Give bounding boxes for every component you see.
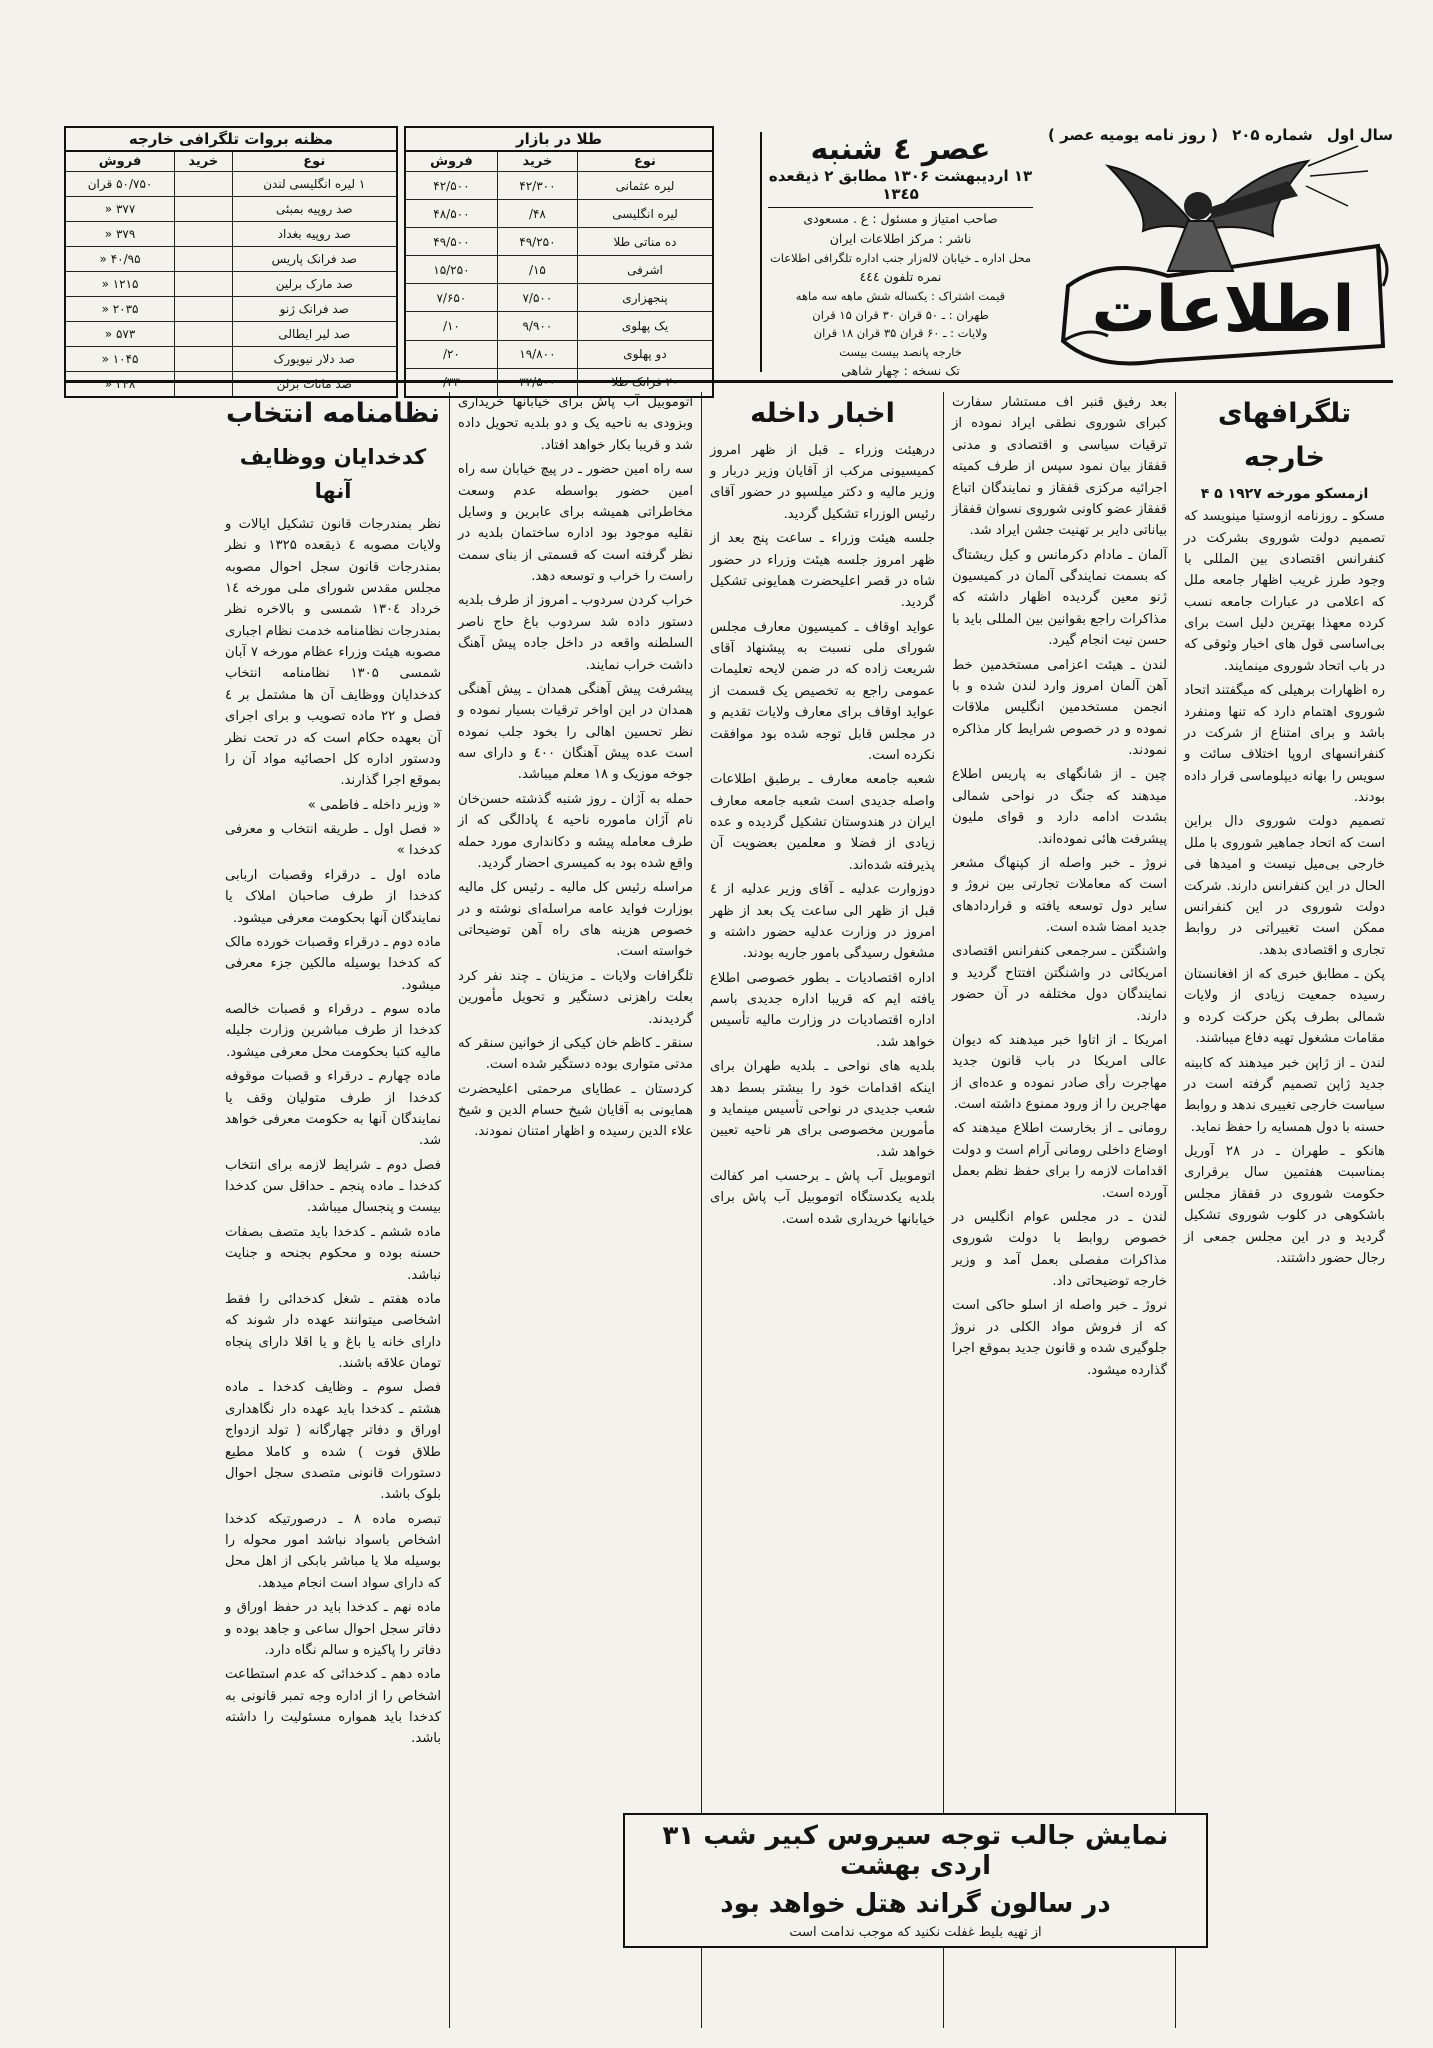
article-paragraph: دوزوارت عدلیه ـ آقای وزیر عدلیه از ٤ قبل از ظهر الی ساعت یک بعد از ظهر امروز در وزارت عدلیه حضور داشته و مشغول رسیدگی بامور جاریه بودند. — [710, 882, 935, 962]
table-row — [65, 196, 397, 221]
article-paragraph: ماده دوم ـ درقراء وقصبات خورده مالک که کدخدا بوسیله مالکین جزء معرفی میشود. — [225, 934, 441, 993]
table-row — [65, 346, 397, 371]
owner: صاحب امتیاز و مسئول : ع . مسعودی — [803, 211, 998, 226]
article-paragraph: درهیئت وزراء ـ قبل از ظهر امروز کمیسیونی مرکب از آقایان وزیر دربار و وزیر مالیه و دکتر میلسپو در حضور آقای رئیس الوزراء تشکیل گردید. — [710, 442, 935, 522]
article-paragraph: امریکا ـ از اتاوا خبر میدهند که دیوان عالی امریکا در باب قانون جدید مهاجرت رأی صادر نموده و عده‌ای از مهاجرین را از ورود ممنوع داشته است. — [952, 1032, 1167, 1112]
subscription-title: قیمت اشتراک : یکساله شش ماهه سه ماهه — [795, 289, 1006, 304]
article-paragraph: لندن ـ در مجلس عوام انگلیس در خصوص روابط با دولت شوروی مذاکرات مفصلی بعمل آمد و وزیر خارجه توضیحاتی داد. — [952, 1209, 1167, 1289]
article-paragraph: تلگرافات ولایات ـ مزینان ـ چند نفر کرد بعلت راهزنی دستگیر و تحویل مأمورین گردیدند. — [458, 968, 693, 1027]
single-copy-price: تک نسخه : چهار شاهی — [841, 363, 960, 379]
domestic-news-title: اخبار داخله — [750, 398, 895, 429]
table-cell: ۹/۹۰۰ — [497, 312, 577, 340]
price-tables — [64, 126, 714, 391]
table-cell — [175, 321, 232, 346]
table-cell: ۷/۶۵۰ — [405, 284, 497, 312]
table-cell: ۴۹/۲۵۰ — [497, 228, 577, 256]
table-cell: ۴۲/۵۰۰ — [405, 172, 497, 200]
issue-number: شماره ۲۰۵ — [1232, 126, 1313, 144]
article-paragraph: مسکو ـ روزنامه ازوستیا مینویسد که تصمیم دولت شوروی بشرکت در کنفرانس اقتصادی بین المللی با وجود طرز غریب اظهار جامعه ملل که اعلامی در عبارات جامعه نسب کرده معهذا بهترین دلیل است برای بی‌اساسی قول های اخبار وثوقی که در باب اتحاد شوروی مینمایند. — [1184, 509, 1385, 674]
table-header-cell: فروش — [65, 151, 175, 172]
table-row — [405, 256, 713, 284]
dateline: ازمسکو مورخه ۱۹۲۷ ۵ ۴ — [1200, 486, 1369, 503]
table-cell: ۲۴۸ « — [65, 371, 175, 397]
article-paragraph: نروژ ـ خبر واصله از اسلو حاکی است که از فروش مواد الکلی در نروژ جلوگیری شده و قانون جدید بموقع اجرا گذارده میشود. — [952, 1298, 1167, 1378]
article-paragraph: اتوموبیل آب پاش برای خیابانها خریداری وبزودی به ناحیه یک و دو بلدیه تحویل داده شد و قریبا بکار خواهد افتاد. — [458, 395, 693, 453]
table-cell: ۴۸/۵۰۰ — [405, 200, 497, 228]
article-paragraph: لندن ـ هیئت اعزامی مستخدمین خط آهن آلمان امروز وارد لندن شده و با انجمن مستخدمین انگلیس ملاقات نموده و در خصوص شرایط کار مذاکره نمودند. — [952, 657, 1167, 758]
article-paragraph: رومانی ـ از بخارست اطلاع میدهند که اوضاع داخلی رومانی آرام است و دولت اقدامات لازمه را برای حفظ نظم بعمل آورده است. — [952, 1121, 1167, 1201]
masthead — [64, 118, 1393, 391]
table-row — [405, 228, 713, 256]
table-header-cell: نوع — [578, 151, 714, 172]
table-row — [65, 296, 397, 321]
column-foreign-telegrams — [1175, 392, 1393, 2028]
article-paragraph: جلسه هیئت وزراء ـ ساعت پنج بعد از ظهر امروز جلسه هیئت وزراء در حضور شاه در قصر اعلیحضرت همایونی تشکیل گردید. — [710, 531, 935, 611]
fx-rate-table — [64, 126, 398, 398]
table-cell: صد فرانک ژنو — [232, 296, 397, 321]
table-cell: ۳۳/ — [405, 368, 497, 397]
subscription-tehran: طهران : ـ ۵۰ قران ۳۰ قران ۱۵ قران — [812, 307, 989, 322]
article-paragraph: مراسله رئیس کل مالیه ـ رئیس کل مالیه بوزارت فواید عامه مراسله‌ای نوشته و در خصوص هزینه های راه آهن توضیحاتی خواسته است. — [458, 880, 693, 960]
table-cell: ۱۵/ — [497, 256, 577, 284]
year-label: سال اول — [1326, 126, 1393, 144]
article-paragraph: فصل سوم ـ وظایف کدخدا ـ ماده هشتم ـ کدخدا باید عهده دار نگاهداری اوراق و دفاتر چهارگانه ( تولد ازدواج طلاق فوت ) شده و کاملا مطیع دستورات قانونی متصدی سجل احوال بلوک باشد. — [225, 1380, 441, 1503]
column-election-regulation — [217, 392, 449, 2028]
gold-table-body — [405, 172, 713, 398]
article-paragraph: آلمان ـ مادام دکرمانس و کیل ریشتاگ که بسمت نمایندگی آلمان در کمیسیون ژنو معین گردیده اظهار داشته که مذاکرات راجع بقوانین بین المللی باید با حسن نیت انجام گیرد. — [952, 547, 1167, 649]
table-cell: ۱۹/۸۰۰ — [497, 340, 577, 368]
article-paragraph: کردستان ـ عطایای مرحمتی اعلیحضرت همایونی به آقایان شیخ حسام الدین و شیخ علاء الدین رسیده و اظهار امتنان نمودند. — [458, 1081, 693, 1140]
article-paragraph: خراب کردن سردوب ـ امروز از طرف بلدیه دستور داده شد سردوب باغ حاج ناصر السلطنه واقعه در داخل جاده پیش آهنگ داشت خراب نمایند. — [458, 593, 693, 673]
column-city-news — [449, 392, 701, 2028]
column-domestic-news — [701, 392, 943, 2028]
article-paragraph: بلدیه های نواحی ـ بلدیه طهران برای اینکه اقدامات خود را بیشتر بسط دهد شعب جدیدی در نواحی تأسیس مینماید و مأمورین مخصوصی برای هر ناحیه تعیین خواهد شد. — [710, 1059, 935, 1160]
article-paragraph: فصل دوم ـ شرایط لازمه برای انتخاب کدخدا ـ ماده پنجم ـ حداقل سن کدخدا بیست و پنجسال میباشد. — [225, 1157, 441, 1216]
foreign-telegrams-title: تلگرافهای خارجه — [1217, 398, 1352, 473]
table-cell: یک پهلوی — [578, 312, 714, 340]
table-cell: ۴۹/۵۰۰ — [405, 228, 497, 256]
table-row — [65, 221, 397, 246]
table-header-cell: نوع — [232, 151, 397, 172]
table-cell: صد روپیه بغداد — [232, 221, 397, 246]
article-paragraph: « وزیر داخله ـ فاطمی » — [307, 797, 441, 813]
table-cell — [175, 196, 232, 221]
article-paragraph: چین ـ از شانگهای به پاریس اطلاع میدهند که جنگ در نواحی شمالی بشدت ادامه دارد و قوای ملیون پیشرفت هائی نموده‌اند. — [952, 767, 1167, 847]
table-header-row — [65, 151, 397, 172]
article-paragraph: تصمیم دولت شوروی دال براین است که اتحاد جماهیر شوروی با ملل خارجی بی‌میل نیست و امیدها فی الحال در این کنفرانس دارند. شرکت دولت شوروی در این کنفرانس ممکن است تغییراتی در روابط تجاری و اقتصادی بدهد. — [1184, 814, 1385, 958]
table-cell: صد مانات برلن — [232, 371, 397, 397]
table-cell — [175, 172, 232, 197]
table-cell: ۱۵/۲۵۰ — [405, 256, 497, 284]
table-cell: صد فرانک پاریس — [232, 246, 397, 271]
table-cell: ۵۷۳ « — [65, 321, 175, 346]
logo-text: اطلاعات — [1091, 273, 1355, 347]
table-row — [405, 284, 713, 312]
article-paragraph: پیشرفت پیش آهنگی همدان ـ پیش آهنگی همدان در این اواخر ترقیات بسیار نموده و نظر تحسین اهالی را بخود جلب نموده است عده پیش آهنگان ٤۰۰ و دارای سه جوخه موزیک و ۱۸ معلم میباشد. — [458, 681, 693, 783]
article-paragraph: « فصل اول ـ طریقه انتخاب و معرفی کدخدا » — [225, 822, 441, 859]
article-paragraph: ماده چهارم ـ درقراء و قصبات موقوفه کدخدا از طرف متولیان وقف یا نمایندگان آنها به حکومت معرفی خواهد شد. — [225, 1069, 441, 1149]
article-paragraph: اداره اقتصادیات ـ بطور خصوصی اطلاع یافته ایم که قریبا اداره جدیدی باسم اداره اقتصادیات در وزارت مالیه تأسیس خواهد شد. — [710, 970, 935, 1050]
table-cell: صد مارک برلین — [232, 271, 397, 296]
table-cell: ۲۰۳۵ « — [65, 296, 175, 321]
election-regulation-title: نظامنامه انتخاب — [225, 398, 441, 429]
article-paragraph: ماده هفتم ـ شغل کدخدائی را فقط اشخاصی میتوانند عهده دار شوند که دارای خانه یا باغ و یا اقلا دارای پنجاه تومان علاقه باشند. — [225, 1291, 441, 1372]
table-row — [65, 271, 397, 296]
table-cell: لیره انگلیسی — [578, 200, 714, 228]
article-paragraph: ماده نهم ـ کدخدا باید در حفظ اوراق و دفاتر سجل احوال ساعی و جاهد بوده و دفاتر را پاکیزه و سالم نگاه دارد. — [225, 1600, 441, 1658]
table-cell: دو پهلوی — [578, 340, 714, 368]
article-paragraph: سه راه امین حضور ـ در پیچ خیابان سه راه امین حضور بواسطه عدم وسعت مخاطراتی همیشه برای عابرین و وسایل نقلیه موجود بود اداره ساختمان بلدیه در نظر گرفته است که قسمتی از بنای سمت راست را خراب و توسعه دهد. — [458, 462, 693, 584]
foreign-telegrams-body — [1184, 506, 1385, 1269]
table-cell: ۷/۵۰۰ — [497, 284, 577, 312]
table-cell: ۴۸/ — [497, 200, 577, 228]
article-paragraph: شعبه جامعه معارف ـ برطبق اطلاعات واصله جدیدی است شعبه جامعه معارف ایران در هندوستان تشکیل گردیده و عده زیادی از فضلا و معلمین بعضویت آن پذیرفته شده‌اند. — [710, 772, 935, 873]
publication-info — [760, 132, 1033, 379]
article-paragraph: پکن ـ مطابق خبری که از افغانستان رسیده جمعیت زیادی از ولایات شمالی بطرف پکن حرکت کرده و مقامات مشغول تهیه دفاع میباشند. — [1184, 967, 1385, 1047]
article-paragraph: ره اظهارات برهیلی که میگفتند اتحاد شوروی اهتمام دارد که تنها ومنفرد باشد و برای امتناع از شرکت در کنفرانسهای اروپا اختلاف سائت و سویس را بهانه دیپلوماسی قرار داده بودند. — [1184, 683, 1385, 806]
article-paragraph: لندن ـ از ژاپن خبر میدهند که کابینه جدید ژاپن تصمیم گرفته است در سیاست خارجی تغییری ندهد و روابط حسنه با دول همسایه را حفظ نماید. — [1184, 1055, 1385, 1135]
article-paragraph: عواید اوقاف ـ کمیسیون معارف مجلس شورای ملی نسبت به پیشنهاد آقای شریعت زاده که در ضمن لایحه تعلیمات عمومی راجع به تخصیص یک قسمت از عواید اوقاف برای معارف ولایات تقدیم و در مجلس قابل توجه شده بود موافقت نکرده است. — [710, 619, 935, 763]
ad-venue: در سالون گراند هتل خواهد بود — [720, 1889, 1111, 1919]
table-cell: صد دلار نیویورک — [232, 346, 397, 371]
table-cell — [175, 296, 232, 321]
column-foreign-telegrams-continued — [943, 392, 1175, 2028]
table-cell: لیره عثمانی — [578, 172, 714, 200]
table-header-row — [405, 151, 713, 172]
election-regulation-body — [225, 514, 441, 1750]
phone-number: نمره تلفون ٤٤٤ — [859, 269, 942, 285]
table-row — [65, 172, 397, 197]
table-cell: ۱ لیره انگلیسی لندن — [232, 172, 397, 197]
ad-note: از تهیه بلیط غفلت نکنید که موجب ندامت است — [789, 1925, 1042, 1940]
table-row — [405, 172, 713, 200]
election-regulation-subtitle: کدخدایان ووظایف آنها — [239, 444, 427, 503]
table-cell: پنجهزاری — [578, 284, 714, 312]
table-cell: ۴۲/۳۰۰ — [497, 172, 577, 200]
issue-date: ۱۳ اردیبهشت ۱۳۰۶ مطابق ۲ ذیقعده ۱۳٤۵ — [768, 167, 1033, 208]
article-paragraph: نظر بمندرجات قانون تشکیل ایالات و ولایات مصوبه ٤ ذیقعده ۱۳۲۵ و نظر بمندرجات قانون سجل احوال مصوبه مجلس مقدس شورای ملی مورخه ۱٤ خرداد ۱۳۰٤ شمسی و بالاخره نظر بمندرجات نظامنامه خدمت نظام اجباری مصوبه هیئت وزراء عظام مورخه ۷ آبان شمسی ۱۳۰۵ نظامنامه انتخاب کدخدایان ووظایف آن ها مشتمل بر ٤ فصل و ۲۲ ماده تصویب و برای اجرای آن بعهده حکام است که در تحت نظر ودستور اداره کل احصائیه مواد آن را بموقع اجرا گذارند. — [225, 516, 441, 789]
article-paragraph: ماده اول ـ درقراء وقصبات اربابی کدخدا از طرف صاحبان املاک یا نمایندگان آنها بحکومت معرفی میشود. — [225, 867, 441, 926]
city-news-body — [458, 392, 693, 1143]
article-paragraph: حمله به آژان ـ روز شنبه گذشته حسن‌خان نام آژان ماموره ناحیه ٤ پادالگی که از طرف معامله پیشه و دکانداری مورد حمله واقع شده بود به کمیسری احضار گردید. — [458, 791, 693, 871]
gold-table-title: طلا در بازار — [404, 126, 714, 150]
table-cell: ۳۷۹ « — [65, 221, 175, 246]
article-columns — [64, 392, 1393, 2028]
table-cell: ۴۰/۹۵ « — [65, 246, 175, 271]
table-cell: ۱۰/ — [405, 312, 497, 340]
article-paragraph: بعد رفیق قنبر اف مستشار سفارت کبرای شوروی نطقی ایراد نموده از ترقیات سیاسی و اقتصادی و مدنی قفقاز بیان نمود سپس از طرف کمیته اجرائیه مرکزی قفقاز و نمایندگان اتباع قفقاز عضو کاونی شوروی نسوان قفقاز بیاناتی دایر بر تهنیت جشن ایراد شد. — [952, 395, 1167, 539]
table-header-cell: خرید — [497, 151, 577, 172]
table-cell: ده مناتی طلا — [578, 228, 714, 256]
article-paragraph: ماده ششم ـ کدخدا باید متصف بصفات حسنه بوده و محکوم بجنحه و جنایت نباشد. — [225, 1224, 441, 1283]
fx-table-title: مظنه بروات تلگرافی خارجه — [64, 126, 398, 150]
table-cell: ۳۷۷ « — [65, 196, 175, 221]
table-row — [405, 312, 713, 340]
article-paragraph: واشنگتن ـ سرجمعی کنفرانس اقتصادی امریکائی در واشنگتن افتتاح گردید و نمایندگان دول مختلفه در آن حضور دارند. — [952, 944, 1167, 1024]
table-cell — [175, 221, 232, 246]
table-cell: اشرفی — [578, 256, 714, 284]
table-cell: ۵۰/۷۵۰ قران — [65, 172, 175, 197]
ad-headline: نمایش جالب توجه سیروس کبیر شب ۳۱ اردی بهشت — [662, 1821, 1169, 1881]
article-paragraph: سنقر ـ کاظم خان کیکی از خوانین سنقر که مدتی متواری بوده دستگیر شده است. — [457, 1035, 693, 1073]
table-cell: ۱۰۴۵ « — [65, 346, 175, 371]
publisher: ناشر : مرکز اطلاعات ایران — [829, 230, 972, 246]
domestic-news-body — [710, 440, 935, 1231]
office-address: محل اداره ـ خیابان لاله‌زار جنب اداره تلگرافی اطلاعات — [769, 250, 1032, 265]
table-cell — [175, 246, 232, 271]
table-cell — [175, 271, 232, 296]
table-header-cell: خرید — [175, 151, 232, 172]
article-paragraph: تبصره ماده ۸ ـ درصورتیکه کدخدا اشخاص باسواد نباشد امور محوله را بوسیله ملا یا مباشر بابکی از اهل محل که دارای سواد است انجام میدهد. — [225, 1511, 441, 1591]
theater-advertisement — [623, 1813, 1208, 1948]
table-row — [405, 340, 713, 368]
table-cell: ۱۲۱۵ « — [65, 271, 175, 296]
table-row — [65, 246, 397, 271]
article-paragraph: هانکو ـ طهران ـ در ۲۸ آوریل بمناسبت هفتمین سال برقراری حکومت شوروی در قفقاز مجلس باشکوهی در کلوب شوروی تشکیل گردید و در این مجلس جمعی از رجال حضور داشتند. — [1184, 1144, 1385, 1266]
table-header-cell: فروش — [405, 151, 497, 172]
weekday: عصر ٤ شنبه — [810, 132, 991, 167]
fx-table-body — [65, 172, 397, 398]
table-cell — [175, 346, 232, 371]
table-cell: صد روپیه بمبئی — [232, 196, 397, 221]
tagline: ( روز نامه یومیه عصر ) — [1048, 126, 1218, 144]
article-paragraph: ماده دهم ـ کدخدائی که عدم استطاعت اشخاص را از اداره وجه تمبر قانونی به کدخدا باید همواره مسئولیت را داشته باشد. — [225, 1667, 441, 1747]
article-paragraph: اتوموبیل آب پاش ـ برحسب امر کفالت بلدیه یکدستگاه اتوموبیل آب پاش برای خیابانها خریداری شده است. — [710, 1169, 935, 1227]
subscription-foreign: خارجه پانصد بیست بیست — [839, 344, 962, 359]
article-paragraph: ماده سوم ـ درقراء و قصبات خالصه کدخدا از طرف مباشرین وزارت جلیله مالیه کتبا بحکومت محل معرفی میشود. — [225, 1002, 441, 1060]
table-cell: ۳۲/۵۰۰ — [497, 368, 577, 397]
angel-logo-icon — [1048, 136, 1393, 371]
article-paragraph: نروژ ـ خبر واصله از کپنهاگ مشعر است که معاملات تجارتی بین نروژ و سایر دول توسعه یافته و قراردادهای جدید امضا شده است. — [952, 855, 1167, 935]
table-row — [405, 200, 713, 228]
gold-price-table — [404, 126, 714, 398]
logo — [1048, 136, 1393, 371]
table-cell: ۲۰/ — [405, 340, 497, 368]
table-cell: صد لیر ایطالی — [232, 321, 397, 346]
table-row — [65, 321, 397, 346]
table-cell: ۲۰ فرانک طلا — [578, 368, 714, 397]
foreign-telegrams-continued-body — [952, 392, 1167, 1381]
subscription-provinces: ولایات : ـ ۶۰ قران ۳۵ قران ۱۸ قران — [813, 326, 988, 341]
